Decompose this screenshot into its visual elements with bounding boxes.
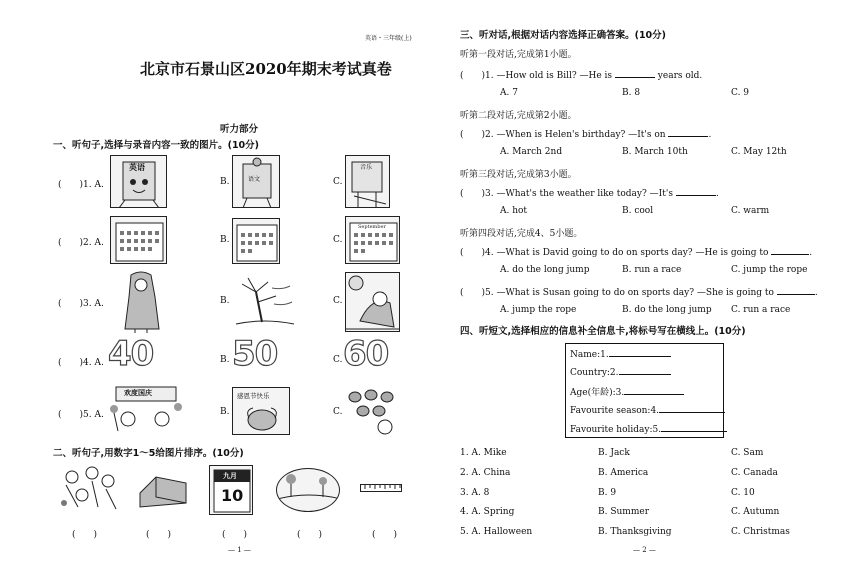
info-card-name-label: Name:1. <box>570 350 609 360</box>
q3-text: ( )3. —What's the weather like today? —It's <box>460 189 673 199</box>
chinese-book-picture <box>232 155 280 208</box>
q5-text: ( )5. —What is Susan going to do on sports day? —She is going to <box>460 288 774 298</box>
hot-boy-picture <box>345 272 400 332</box>
q1-text: ( )1. —How old is Bill? —He is <box>460 71 613 81</box>
section4-heading: 四、听短文,选择相应的信息补全信息卡,将标号写在横线上。(10分) <box>460 326 746 337</box>
q4-option-c[interactable]: C. jump the rope <box>731 265 808 275</box>
info-card <box>565 343 724 438</box>
q5-option-b[interactable]: B. do the long jump <box>622 305 712 315</box>
ruler-picture <box>360 484 402 492</box>
national-day-picture <box>110 385 182 435</box>
info-card-name-row <box>570 348 671 360</box>
q3-option-a[interactable]: A. hot <box>500 206 528 216</box>
english-book-picture <box>110 155 167 208</box>
order-blank-2[interactable]: ( ) <box>146 530 172 540</box>
q5-option-a[interactable]: A. jump the rope <box>500 305 577 315</box>
calendar-picture-a <box>110 216 167 264</box>
q4-text: ( )4. —What is David going to do on sports day? —He is going to <box>460 248 769 258</box>
number-40-picture: 40 <box>108 334 154 374</box>
english-book-label: 英语 <box>129 163 145 172</box>
q3-option-b[interactable]: B. cool <box>622 206 654 216</box>
info-age-blank[interactable] <box>624 386 684 395</box>
dialogue1-intro: 听第一段对话,完成第1小题。 <box>460 50 577 60</box>
q5-blank[interactable] <box>777 286 815 295</box>
order-blank-4[interactable]: ( ) <box>297 530 323 540</box>
calendar-picture-b <box>232 218 280 264</box>
thanksgiving-label: 感恩节快乐 <box>237 392 270 400</box>
music-book-picture <box>345 155 390 208</box>
info-card-age-label: Age(年龄):3. <box>570 388 625 398</box>
opt1-a[interactable]: 1. A. Mike <box>460 448 507 458</box>
q2-c-label: C. <box>333 235 343 245</box>
q3-blank[interactable] <box>676 187 716 196</box>
page-title: 北京市石景山区2020年期末考试真卷 <box>140 60 392 78</box>
q1-number: ( )1. A. <box>58 180 104 190</box>
opt1-b[interactable]: B. Jack <box>598 448 630 458</box>
q2-blank[interactable] <box>668 128 708 137</box>
q4-b-label: B. <box>220 355 230 365</box>
thanksgiving-picture <box>232 387 290 435</box>
opt5-b[interactable]: B. Thanksgiving <box>598 527 672 537</box>
q3-number: ( )3. A. <box>58 299 104 309</box>
page-header: 英语・三年级(上) <box>365 35 412 42</box>
info-card-age-row <box>570 385 684 398</box>
info-holiday-blank[interactable] <box>661 423 727 432</box>
q1-option-a[interactable]: A. 7 <box>500 88 518 98</box>
opt5-c[interactable]: C. Christmas <box>731 527 790 537</box>
info-country-blank[interactable] <box>619 366 671 375</box>
info-season-blank[interactable] <box>659 404 725 413</box>
cold-girl-picture <box>115 271 167 333</box>
opt2-b[interactable]: B. America <box>598 468 649 478</box>
opt5-a[interactable]: 5. A. Halloween <box>460 527 533 537</box>
q1-option-b[interactable]: B. 8 <box>622 88 641 98</box>
q5-number: ( )5. A. <box>58 410 104 420</box>
q2-option-c[interactable]: C. May 12th <box>731 147 787 157</box>
q1-option-c[interactable]: C. 9 <box>731 88 750 98</box>
q2-number: ( )2. A. <box>58 238 104 248</box>
opt1-c[interactable]: C. Sam <box>731 448 764 458</box>
q4-option-b[interactable]: B. run a race <box>622 265 682 275</box>
q5-question: ( )5. —What is Susan going to do on sports day? —She is going to . <box>460 288 818 298</box>
dialogue4-intro: 听第四段对话,完成4、5小题。 <box>460 229 583 239</box>
date-card-picture <box>209 465 253 515</box>
info-card-holiday-row <box>570 423 727 435</box>
q1-c-label: C. <box>333 177 343 187</box>
page1-number: — 1 — <box>228 546 251 554</box>
section2-heading: 二、听句子,用数字1～5给图片排序。(10分) <box>53 448 244 459</box>
q1-blank[interactable] <box>615 69 655 78</box>
order-blank-5[interactable]: ( ) <box>372 530 398 540</box>
info-card-season-row <box>570 404 725 416</box>
info-card-country-row <box>570 366 671 378</box>
q5-option-c[interactable]: C. run a race <box>731 305 791 315</box>
q1-question <box>460 68 702 81</box>
number-60-picture: 60 <box>343 334 389 374</box>
kids-playing-picture <box>58 463 122 515</box>
q4-number: ( )4. A. <box>58 358 104 368</box>
q1-b-label: B. <box>220 177 230 187</box>
september-label: September <box>358 224 386 230</box>
chinese-book-label: 语文 <box>248 176 261 183</box>
info-card-country-label: Country:2. <box>570 368 619 378</box>
q3-c-label: C. <box>333 296 343 306</box>
q3-option-c[interactable]: C. warm <box>731 206 770 216</box>
opt3-b[interactable]: B. 9 <box>598 488 617 498</box>
q4-c-label: C. <box>333 355 343 365</box>
lanterns-picture <box>345 385 397 437</box>
page2-number: — 2 — <box>633 546 656 554</box>
date-day-label: 10 <box>221 486 244 505</box>
opt4-a[interactable]: 4. A. Spring <box>460 507 515 517</box>
national-day-label: 欢度国庆 <box>124 389 152 397</box>
q4-option-a[interactable]: A. do the long jump <box>500 265 590 275</box>
bed-picture <box>136 463 190 515</box>
opt4-c[interactable]: C. Autumn <box>731 507 780 517</box>
section3-heading: 三、听对话,根据对话内容选择正确答案。(10分) <box>460 30 667 41</box>
opt2-c[interactable]: C. Canada <box>731 468 778 478</box>
order-blank-3[interactable]: ( ) <box>222 530 248 540</box>
q5-b-label: B. <box>220 407 230 417</box>
music-book-label: 音乐 <box>360 164 373 171</box>
q3-question: ( )3. —What's the weather like today? —It's . <box>460 189 719 199</box>
info-card-season-label: Favourite season:4. <box>570 406 660 416</box>
opt4-b[interactable]: B. Summer <box>598 507 649 517</box>
q4-blank[interactable] <box>771 246 809 255</box>
dialogue3-intro: 听第三段对话,完成第3小题。 <box>460 170 577 180</box>
q4-question: ( )4. —What is David going to do on sports day? —He is going to . <box>460 248 813 258</box>
q3-b-label: B. <box>220 296 230 306</box>
q2-b-label: B. <box>220 235 230 245</box>
q2-option-a[interactable]: A. March 2nd <box>500 147 563 157</box>
landscape-picture <box>276 468 340 512</box>
opt3-c[interactable]: C. 10 <box>731 488 755 498</box>
info-card-holiday-label: Favourite holiday:5. <box>570 425 662 435</box>
q1-end: years old. <box>657 71 703 81</box>
q2-option-b[interactable]: B. March 10th <box>622 147 688 157</box>
q2-text: ( )2. —When is Helen's birthday? —It's on <box>460 130 666 140</box>
windy-tree-picture <box>232 274 297 329</box>
section1-heading: 一、听句子,选择与录音内容一致的图片。(10分) <box>53 140 260 151</box>
number-50-picture: 50 <box>232 334 278 374</box>
listening-heading: 听力部分 <box>220 124 259 135</box>
opt3-a[interactable]: 3. A. 8 <box>460 488 490 498</box>
q2-question: ( )2. —When is Helen's birthday? —It's on . <box>460 130 712 140</box>
dialogue2-intro: 听第二段对话,完成第2小题。 <box>460 111 577 121</box>
q5-c-label: C. <box>333 407 343 417</box>
date-month-label: 九月 <box>223 472 237 480</box>
opt2-a[interactable]: 2. A. China <box>460 468 511 478</box>
calendar-picture-c <box>345 216 400 264</box>
info-name-blank[interactable] <box>609 348 671 357</box>
order-blank-1[interactable]: ( ) <box>72 530 98 540</box>
